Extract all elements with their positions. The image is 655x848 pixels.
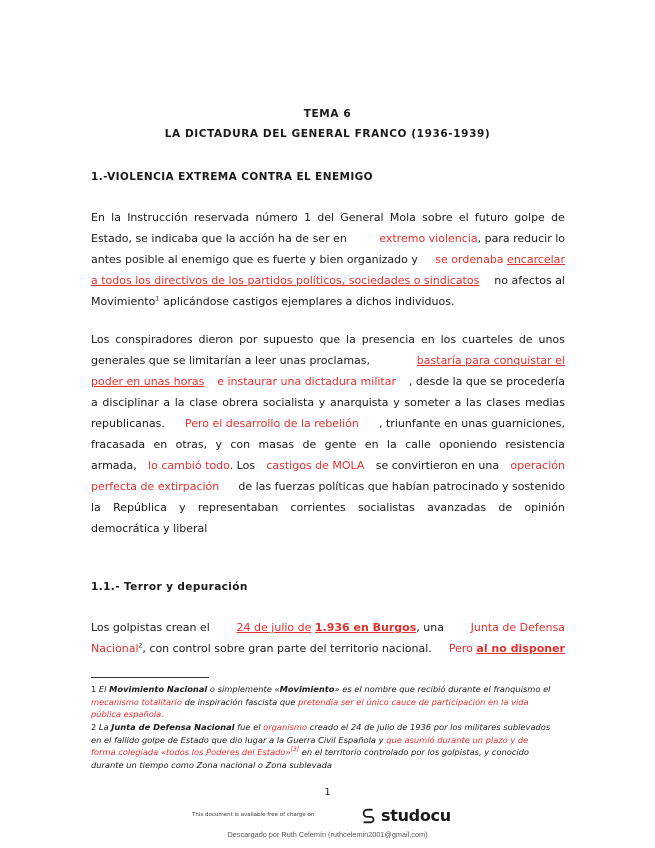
highlight-text: a todos los directivos de los partidos políticos, sociedades o sindicatos [91, 274, 480, 287]
footnote-2: 2 La Junta de Defensa Nacional fue el organismo creado el 24 de julio de 1936 por los militares sublevados en el fallido golpe de Estado que dio lugar a la Guerra Civil Española y que asumió durante un plazo y de forma colegiada «todos los Poderes del Estado»[3] en el territorio controlado por los golpistas, y conocido durante un tiempo como Zona nacional o Zona sublevada [91, 722, 551, 770]
word: clases [486, 396, 521, 409]
highlight-text: operación [510, 459, 565, 472]
download-notice: Descargado por Ruth Celemín (ruthcelemin2001@gmail.com) [227, 830, 428, 839]
highlight-text: pretendía ser el único cauce de participación en la vida [298, 696, 529, 707]
paragraph-1 [91, 207, 565, 312]
document-title: LA DICTADURA DEL GENERAL FRANCO (1936-1939) [164, 128, 491, 140]
paragraph-line [91, 207, 565, 228]
word: otras, [175, 438, 208, 451]
word: que [319, 333, 341, 346]
word: de [302, 438, 317, 451]
word: anarquista [329, 396, 389, 409]
highlight-text: forma colegiada «todos los Poderes del Estado» [91, 747, 291, 758]
paragraph-3 [91, 617, 565, 659]
word: República [113, 501, 167, 514]
word: número [255, 211, 298, 224]
highlight-text: bastaría para conquistar el [416, 354, 565, 367]
word: y [179, 501, 186, 514]
word: masas [258, 438, 295, 451]
paragraph-line [91, 434, 565, 455]
word: la [111, 211, 121, 224]
highlight-text: se ordenaba [435, 253, 504, 266]
studocu-logo-link[interactable] [360, 806, 451, 825]
highlight-text: mecanismo totalitario [91, 696, 182, 707]
highlight-text: poder en unas horas [91, 375, 205, 388]
word: conspiradores [115, 333, 193, 346]
word: a [91, 396, 98, 409]
paragraph-line: Nacional$^2$, con control sobre gran parte del territorio nacional. Pero al no disponer [91, 642, 565, 655]
word: en [420, 333, 435, 346]
word: disciplinar [102, 396, 159, 409]
word: de [518, 333, 533, 346]
word: de [551, 211, 565, 224]
highlight-text: perfecta de extirpación [91, 480, 220, 493]
paragraph-line: antes posible al enemigo que es fuerte y bien organizado y se ordenaba encarcelar [91, 253, 565, 266]
highlight-text: extremo violencia [379, 232, 478, 245]
word: avanzadas [427, 501, 487, 514]
word: en [364, 438, 379, 451]
highlight-text: e instaurar una dictadura militar [217, 375, 397, 388]
paragraph-line: Estado, se indicaba que la acción ha de ser en extremo violencia, para reducir lo [91, 232, 565, 245]
word: 1 [303, 211, 311, 224]
word: opinión [524, 501, 565, 514]
word: los [440, 333, 457, 346]
highlight-text: Pero el desarrollo de la rebelión [184, 417, 359, 430]
word: y [215, 438, 223, 451]
word: someter [404, 396, 450, 409]
footnote-divider [91, 677, 209, 678]
highlight-text: que asumió durante un plazo y de [386, 734, 529, 745]
studocu-logo-icon [360, 807, 378, 825]
footnote-ref[interactable]: [3] [290, 746, 300, 754]
paragraph-line [91, 497, 565, 518]
word: socialistas [357, 501, 415, 514]
word: Instrucción [127, 211, 188, 224]
word: la [174, 396, 185, 409]
word: a [163, 396, 171, 409]
paragraph-line: Los golpistas crean el 24 de julio de 1.936 en Burgos, una Junta de Defensa [91, 617, 565, 638]
highlight-text: lo cambió todo [148, 459, 230, 472]
word: representaban [197, 501, 279, 514]
section-heading-2: 1.1.- Terror y depuración [91, 581, 248, 593]
word: oponiendo [439, 438, 498, 451]
word: sobre [422, 211, 453, 224]
word: medias [525, 396, 565, 409]
word: la [91, 501, 101, 514]
word: las [466, 396, 482, 409]
word: supuesto [263, 333, 314, 346]
word: presencia [361, 333, 416, 346]
paragraph-line: Movimiento$^1$ aplicándose castigos ejemplares a dichos individuos. [91, 295, 455, 308]
word: y [318, 396, 326, 409]
studocu-wordmark: studocu [381, 806, 451, 825]
word: la [386, 438, 397, 451]
word: gente [324, 438, 357, 451]
word: y [393, 396, 400, 409]
highlight-text: 1.936 en Burgos [314, 621, 417, 634]
paragraph-line: poder en unas horas e instaurar una dictadura militar , desde la que se procedería [91, 371, 565, 392]
paragraph-line: generales que se limitarían a leer unas proclamas, bastaría para conquistar el [91, 350, 565, 371]
highlight-text: encarcelar [507, 253, 565, 266]
tema-heading: TEMA 6 [303, 108, 352, 120]
word: calle [405, 438, 431, 451]
highlight-text: 24 de julio de [236, 621, 312, 634]
word: de [498, 501, 513, 514]
paragraph-line: republicanas. Pero el desarrollo de la rebelión , triunfante en unas guarniciones, [91, 413, 565, 434]
word: a [454, 396, 462, 409]
word: socialista [262, 396, 315, 409]
word: reservada [194, 211, 250, 224]
highlight-text: Nacional [91, 642, 139, 655]
word: fracasada [91, 438, 146, 451]
highlight-text: Pero [448, 642, 473, 655]
paragraph-line [91, 392, 565, 413]
word: corrientes [290, 501, 346, 514]
footnote-1: 1 El Movimiento Nacional o simplemente «Movimiento» es el nombre que recibió durante el franquismo el mecanismo totalitario de inspiración fascista que pretendía ser el único cauce de participación en la vida pública española. [91, 684, 551, 720]
word: del [317, 211, 335, 224]
word: En [91, 211, 105, 224]
highlight-text: castigos de MOLA [266, 459, 365, 472]
highlight-text: organismo [263, 722, 308, 732]
word: la [346, 333, 356, 346]
word: en [153, 438, 168, 451]
word: dieron [198, 333, 234, 346]
word: General [340, 211, 384, 224]
availability-notice: This document is available free of charge on [192, 812, 315, 818]
word: golpe [514, 211, 545, 224]
studocu-banner [0, 804, 655, 826]
word: futuro [474, 211, 509, 224]
highlight-text: Junta de Defensa [470, 621, 565, 634]
section-heading-1: 1.-VIOLENCIA EXTREMA CONTRA EL ENEMIGO [91, 171, 374, 183]
paragraph-line: a todos los directivos de los partidos políticos, sociedades o sindicatos no afectos al [91, 270, 565, 291]
word: obrera [222, 396, 259, 409]
word: el [458, 211, 469, 224]
paragraph-line: armada, lo cambió todo. Los castigos de MOLA se convirtieron en una operación [91, 455, 565, 476]
word: con [230, 438, 251, 451]
word: Mola [389, 211, 416, 224]
word: resistencia [505, 438, 565, 451]
word: cuarteles [462, 333, 513, 346]
paragraph-line [91, 329, 565, 350]
highlight-text: al no disponer [476, 642, 565, 655]
word: Los [91, 333, 110, 346]
word: por [239, 333, 258, 346]
footnote-ref[interactable]: 1 [155, 295, 160, 303]
paragraph-line: perfecta de extirpación de las fuerzas políticas que habían patrocinado y sostenido [91, 476, 565, 497]
paragraph-2 [91, 329, 565, 539]
highlight-text: pública española. [91, 709, 164, 720]
paragraph-line: democrática y liberal [91, 522, 208, 535]
word: clase [189, 396, 218, 409]
word: unos [538, 333, 565, 346]
footnote-ref[interactable]: 2 [138, 642, 143, 650]
page-number: 1 [324, 787, 331, 798]
